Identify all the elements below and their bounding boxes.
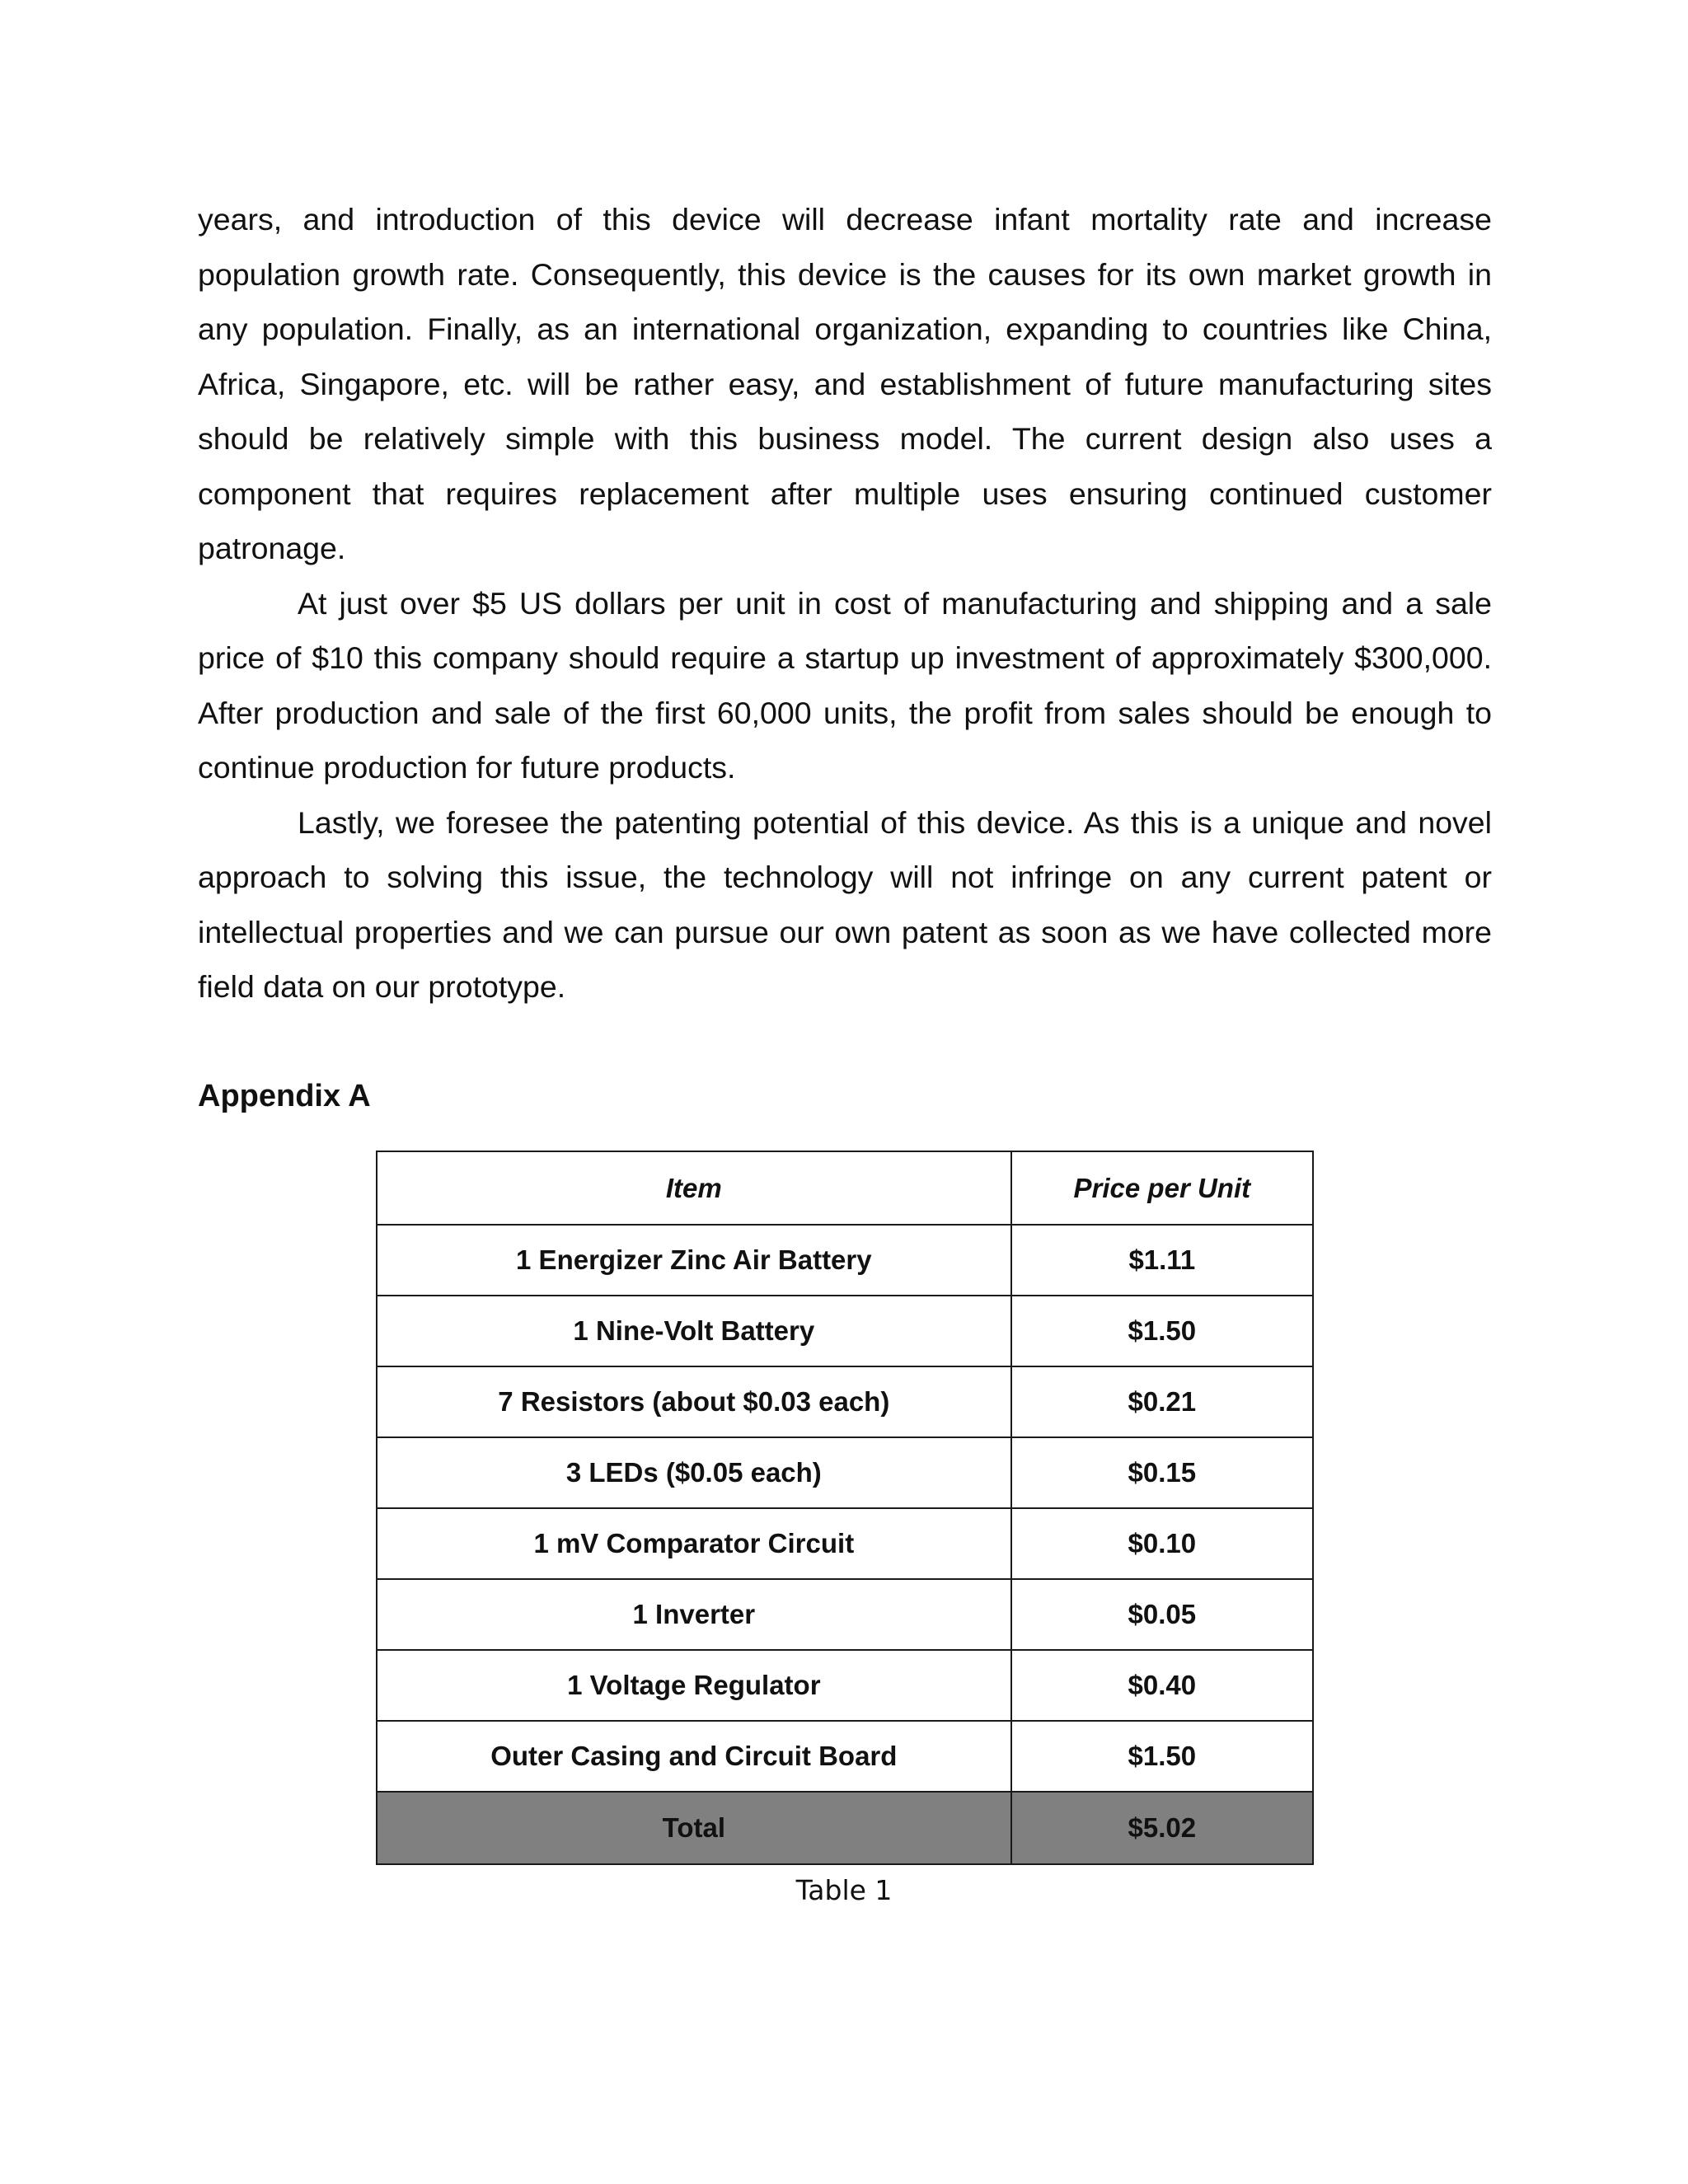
- paragraph-2: At just over $5 US dollars per unit in cost of manufacturing and shipping and a sale price of $10 this company should require a startup up investment of approximately $300,000. After production and sale of the first 60,000 units, the profit from sales should be enough to continue production for future products.: [198, 585, 1492, 785]
- total-price-cell: $5.02: [1011, 1792, 1313, 1864]
- table-header-row: [377, 1151, 1313, 1225]
- column-header-item: Item: [377, 1151, 1011, 1225]
- item-cell: 1 Energizer Zinc Air Battery: [377, 1225, 1011, 1296]
- table-row: [377, 1366, 1313, 1437]
- table-row: [377, 1508, 1313, 1579]
- price-cell: $1.50: [1011, 1721, 1313, 1792]
- table-row: [377, 1296, 1313, 1366]
- table-row: [377, 1650, 1313, 1721]
- paragraph-1: years, and introduction of this device will decrease infant mortality rate and increase population growth rate. Consequently, this device is the causes for its own market growth in any population. Finally, as an international organization, expanding to countries like China, Africa, Singapore, etc. will be rather easy, and establishment of future manufacturing sites should be relatively simple with this business model. The current design also uses a component that requires replacement after multiple uses ensuring continued customer patronage.: [198, 202, 1492, 565]
- item-cell: 1 mV Comparator Circuit: [377, 1508, 1011, 1579]
- price-cell: $1.50: [1011, 1296, 1313, 1366]
- price-cell: $0.10: [1011, 1508, 1313, 1579]
- appendix-heading: Appendix A: [198, 1079, 371, 1113]
- item-cell: 7 Resistors (about $0.03 each): [377, 1366, 1011, 1437]
- item-cell: 1 Inverter: [377, 1579, 1011, 1650]
- price-cell: $0.05: [1011, 1579, 1313, 1650]
- column-header-price: Price per Unit: [1011, 1151, 1313, 1225]
- item-cell: 1 Nine-Volt Battery: [377, 1296, 1011, 1366]
- item-cell: 3 LEDs ($0.05 each): [377, 1437, 1011, 1508]
- total-label-cell: Total: [377, 1792, 1011, 1864]
- price-cell: $0.21: [1011, 1366, 1313, 1437]
- body-text: [198, 192, 1492, 1015]
- table-row: [377, 1579, 1313, 1650]
- table-row: [377, 1721, 1313, 1792]
- table-row: [377, 1437, 1313, 1508]
- price-cell: $0.15: [1011, 1437, 1313, 1508]
- item-cell: Outer Casing and Circuit Board: [377, 1721, 1011, 1792]
- total-row: [377, 1792, 1313, 1864]
- cost-table: [376, 1151, 1314, 1865]
- table-caption: Table 1: [795, 1874, 893, 1906]
- item-cell: 1 Voltage Regulator: [377, 1650, 1011, 1721]
- paragraph-3: Lastly, we foresee the patenting potential of this device. As this is a unique and novel approach to solving this issue, the technology will not infringe on any current patent or intellectual properties and we can pursue our own patent as soon as we have collected more field data on our prototype.: [198, 804, 1492, 1004]
- price-cell: $0.40: [1011, 1650, 1313, 1721]
- table-row: [377, 1225, 1313, 1296]
- price-cell: $1.11: [1011, 1225, 1313, 1296]
